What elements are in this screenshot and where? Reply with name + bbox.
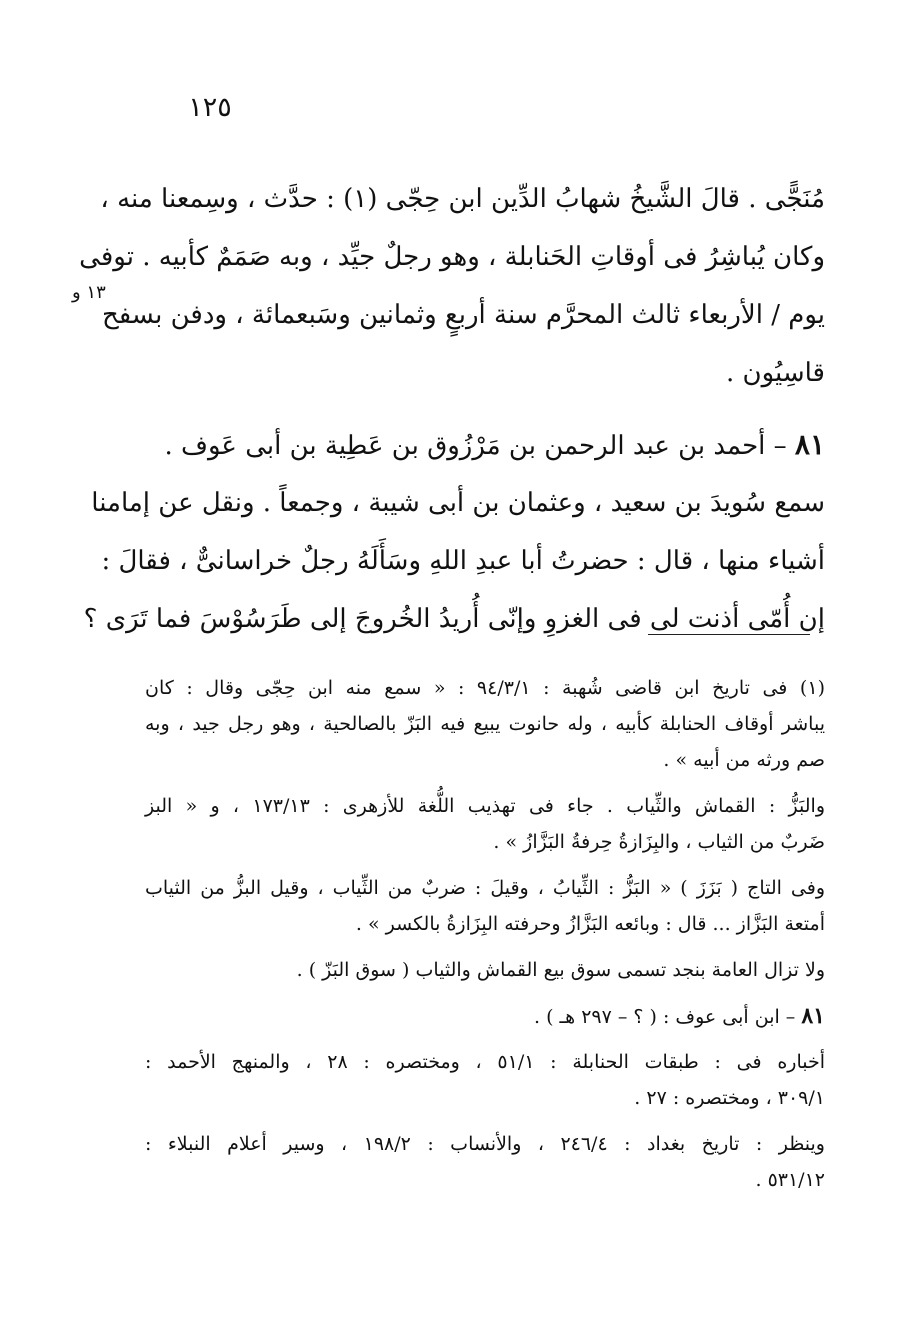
footnote-line: والبَزُّ : القماش والثِّياب . جاء فى تهذيب اللُّغة للأزهرى : ١٧٣/١٣ ، و « البز <box>145 795 825 817</box>
entry-heading <box>145 416 825 474</box>
footnote-line: ولا تزال العامة بنجد تسمى سوق بيع القماش والثياب ( سوق البَزّ ) . <box>296 959 825 981</box>
footnote-line: (١) فى تاريخ ابن قاضى شُهبة : ٩٤/٣/١ : « سمع منه ابن حِجّى وقال : كان <box>145 677 825 699</box>
entry-title: أحمد بن عبد الرحمن بن مَرْزُوق بن عَطِية بن أبى عَوف . <box>164 431 766 461</box>
footnote-line: أمتعة البَزَّاز ... قال : وبائعه البَزَّازُ وحرفته البِزَازةُ بالكسر » . <box>355 913 825 935</box>
text-line: أشياء منها ، قال : حضرتُ أبا عبدِ اللهِ وسَأَلَهُ رجلٌ خراسانىٌّ ، فقالَ : <box>101 546 825 576</box>
footnote-line: ضَربٌ من الثياب ، والبِزَازةُ حِرفةُ البَزَّازُ » . <box>493 831 825 853</box>
footnotes <box>145 670 825 1198</box>
text-line: قاسِيُون . <box>725 358 825 388</box>
margin-note: ١٣ و <box>72 282 106 303</box>
footnote-line: ٣٠٩/١ ، ومختصره : ٢٧ . <box>634 1087 825 1109</box>
footnote-line: ٥٣١/١٢ . <box>755 1169 825 1191</box>
footnote-entry-text: – ابن أبى عوف : ( ؟ – ٢٩٧ هـ ) . <box>534 1006 796 1028</box>
text-line: سمع سُويدَ بن سعيد ، وعثمان بن أبى شيبة ، وجمعاً . ونقل عن إمامنا <box>91 488 825 518</box>
page-number: ١٢٥ <box>188 92 232 123</box>
text-line: وكان يُباشِرُ فى أوقاتِ الحَنابلة ، وهو رجلٌ جيِّد ، وبه صَمَمٌ كأبيه . توفى <box>79 242 825 272</box>
entry-dash: – <box>773 431 787 461</box>
footnote-separator <box>648 634 810 635</box>
text-line: يوم / الأربعاء ثالث المحرَّم سنة أربعٍ وثمانين وسَبعمائة ، ودفن بسفح <box>102 300 825 330</box>
entry-number: ٨١ <box>794 428 825 461</box>
footnote-line: صم ورثه من أبيه » . <box>663 749 825 771</box>
footnote-line: يباشر أوقاف الحنابلة كأبيه ، وله حانوت يبيع فيه البَزّ بالصالحية ، وهو رجل جيد ، وبه <box>145 713 825 735</box>
text-line: مُنَجًّى . قالَ الشَّيخُ شهابُ الدِّين ابن حِجّى (١) : حدَّث ، وسِمعنا منه ، <box>100 184 825 214</box>
footnote-line: وينظر : تاريخ بغداد : ٢٤٦/٤ ، والأنساب : ١٩٨/٢ ، وسير أعلام النبلاء : <box>145 1133 825 1155</box>
text-line: إن أُمّى أذنت لى فى الغزوِ وإنّى أُريدُ الخُروجَ إلى طَرَسُوْسَ فما تَرَى ؟ <box>83 604 825 634</box>
footnote-line: أخباره فى : طبقات الحنابلة : ٥١/١ ، ومختصره : ٢٨ ، والمنهج الأحمد : <box>145 1051 825 1073</box>
footnote-entry-line <box>145 998 825 1034</box>
footnote-entry-number: ٨١ <box>801 1003 825 1029</box>
footnote-line: وفى التاج ( بَزَزَ ) « البَزُّ : الثِّيابُ ، وقيلَ : ضربٌ من الثِّياب ، وقيل البزُّ من الثياب <box>145 877 825 899</box>
